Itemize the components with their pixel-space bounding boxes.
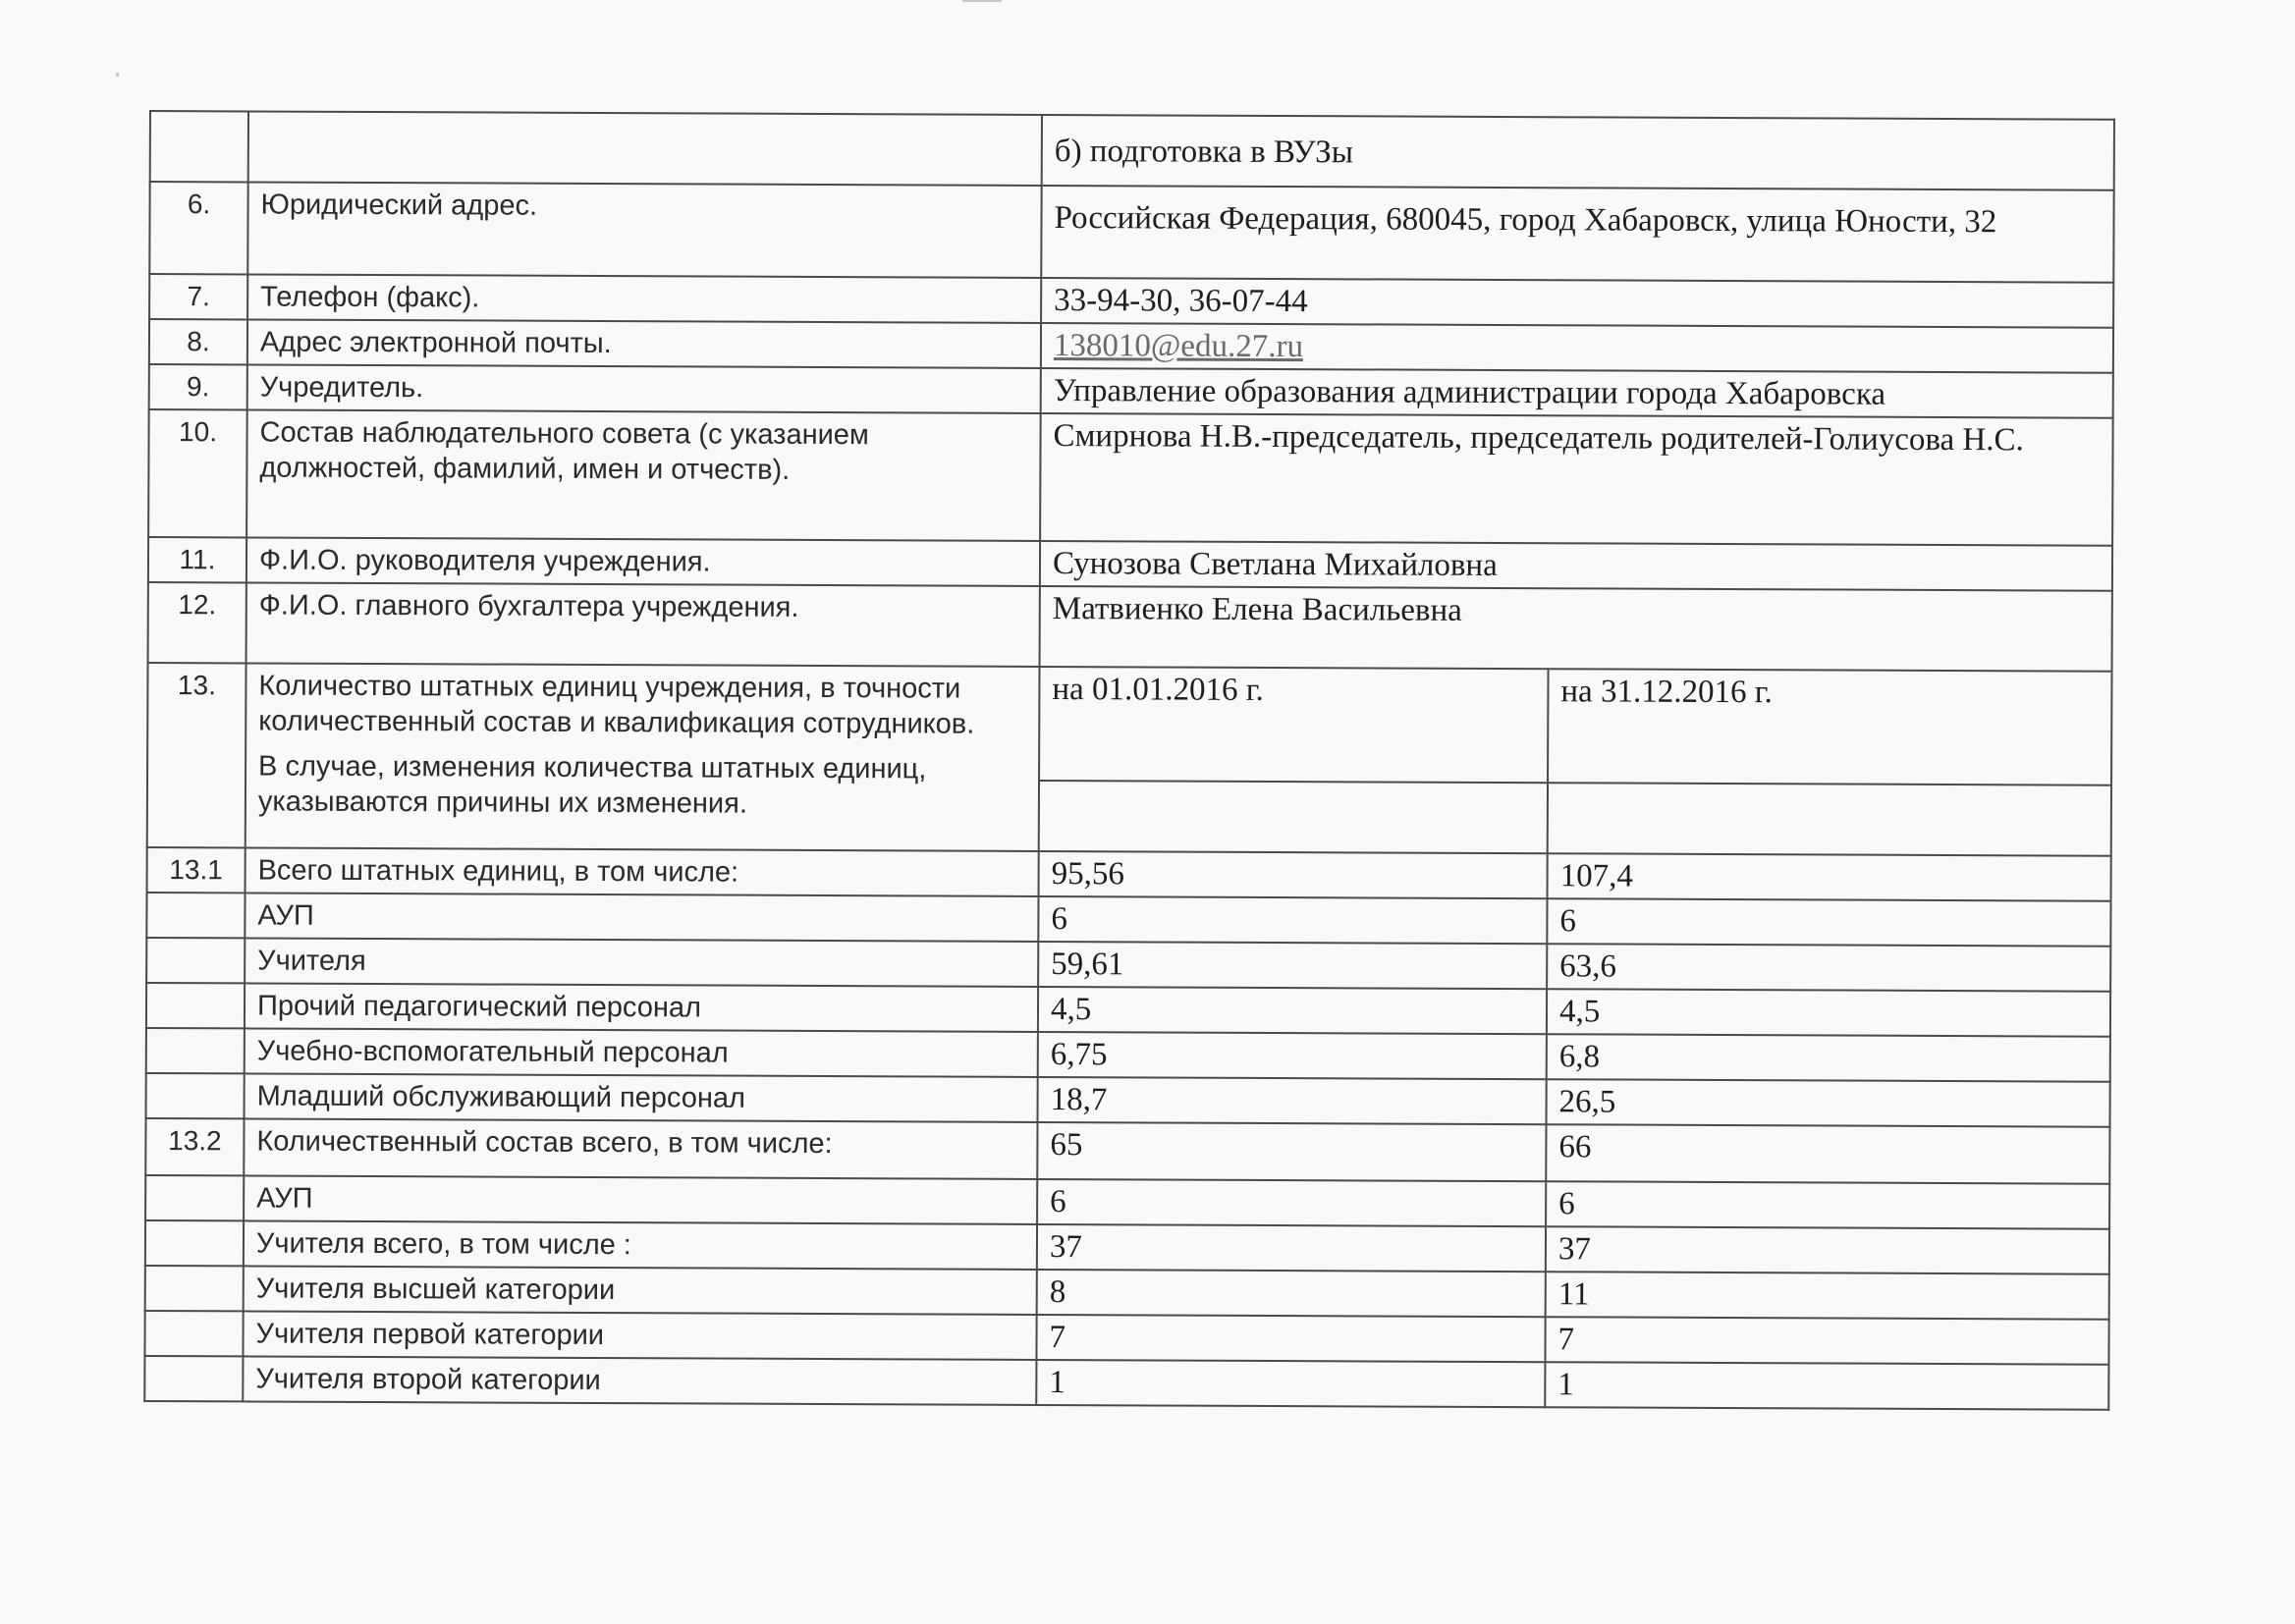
row-number	[145, 1266, 244, 1311]
value-end: 11	[1546, 1272, 2109, 1320]
value-start: 59,61	[1038, 942, 1547, 989]
row-number	[146, 983, 245, 1028]
row-label: Ф.И.О. руководителя учреждения.	[246, 537, 1040, 586]
row-label	[248, 111, 1042, 186]
row-value: Управление образования администрации города Хабаровска	[1041, 368, 2113, 418]
scan-mark	[962, 0, 1002, 2]
row-label: Учителя всего, в том числе :	[244, 1220, 1037, 1270]
email-link[interactable]: 138010@edu.27.ru	[1053, 328, 1304, 365]
table-row	[147, 663, 2112, 785]
row-number: 6.	[149, 182, 247, 274]
row-label: Телефон (факс).	[247, 274, 1041, 323]
row-number: 10.	[148, 409, 247, 537]
row-number: 13.	[147, 663, 246, 847]
row-value: Российская Федерация, 680045, город Хабаровск, улица Юности, 32	[1041, 186, 2113, 283]
row-number	[144, 1311, 243, 1356]
row-label: Состав наблюдательного совета (с указанием должностей, фамилий, имен и отчеств).	[246, 409, 1041, 541]
value-start: 95,56	[1039, 851, 1548, 898]
value-end: 66	[1546, 1124, 2109, 1184]
value-start: 4,5	[1038, 987, 1547, 1034]
row-value: Смирнова Н.В.-председатель, председатель родителей-Голиусова Н.С.	[1040, 413, 2113, 546]
row-number: 7.	[149, 274, 247, 319]
value-end: 6	[1546, 1181, 2109, 1229]
scan-dot	[116, 73, 119, 77]
row-value: Матвиенко Елена Васильевна	[1040, 586, 2112, 672]
row-label: Учебно-вспомогательный персонал	[245, 1028, 1038, 1077]
value-start: 65	[1037, 1122, 1546, 1181]
value-start: 6	[1038, 896, 1547, 944]
table-row	[150, 111, 2114, 190]
value-end: 4,5	[1547, 989, 2110, 1037]
row-number: 13.1	[147, 847, 246, 893]
row-label: Количественный состав всего, в том числе:	[244, 1118, 1037, 1179]
row-label: Учителя высшей категории	[244, 1266, 1037, 1315]
row-value: Сунозова Светлана Михайловна	[1040, 541, 2112, 591]
row-number	[145, 1220, 244, 1266]
value-end: 6	[1547, 898, 2110, 947]
value-end: 1	[1545, 1362, 2108, 1410]
row-label: Всего штатных единиц, в том числе:	[246, 847, 1039, 896]
table-row	[148, 582, 2112, 672]
value-end: 37	[1546, 1226, 2109, 1274]
row-label: Учителя первой категории	[243, 1311, 1036, 1360]
row-number	[146, 893, 245, 938]
value-end: 107,4	[1548, 853, 2111, 901]
column-header-end: на 31.12.2016 г.	[1548, 669, 2112, 785]
row-label: Младший обслуживающий персонал	[245, 1073, 1038, 1122]
row-label: Прочий педагогический персонал	[245, 983, 1038, 1032]
row-number: 9.	[149, 364, 247, 409]
row-label	[246, 663, 1040, 851]
row-number	[145, 1175, 244, 1220]
row-label: Учителя	[245, 938, 1038, 987]
value-end: 7	[1545, 1317, 2108, 1365]
table-row	[145, 1118, 2109, 1184]
row-value: б) подготовка в ВУЗы	[1042, 115, 2114, 190]
table-row	[149, 182, 2113, 283]
value-start: 6	[1037, 1179, 1546, 1226]
info-table	[143, 110, 2115, 1411]
row-label: Ф.И.О. главного бухгалтера учреждения.	[246, 582, 1040, 667]
row13-label-part1: Количество штатных единиц учреждения, в точности количественный состав и квалификация сотрудников.	[258, 670, 975, 740]
row-number	[144, 1356, 243, 1401]
row-label: Адрес электронной почты.	[247, 319, 1041, 368]
row-label: Учредитель.	[247, 364, 1041, 413]
row-label: Учителя второй категории	[243, 1356, 1036, 1405]
row-number	[146, 938, 245, 983]
row-number	[146, 1073, 245, 1118]
row-label: АУП	[244, 1175, 1037, 1224]
value-start: 18,7	[1038, 1077, 1547, 1124]
value-end: 63,6	[1547, 944, 2110, 992]
row-number	[146, 1028, 245, 1073]
empty-cell	[1039, 781, 1548, 853]
row-number: 11.	[148, 537, 246, 582]
row13-label-part2: В случае, изменения количества штатных единиц, указываются причины их изменения.	[257, 750, 927, 820]
row-number: 8.	[149, 319, 247, 364]
value-start: 8	[1037, 1270, 1546, 1317]
table-row	[148, 409, 2113, 546]
value-start: 6,75	[1038, 1032, 1547, 1079]
row-number: 12.	[148, 582, 246, 663]
table-row	[144, 1356, 2108, 1410]
row-value: 33-94-30, 36-07-44	[1041, 278, 2113, 328]
empty-cell	[1548, 783, 2111, 856]
value-start: 37	[1037, 1224, 1546, 1272]
value-start: 1	[1036, 1360, 1545, 1407]
value-start: 7	[1036, 1315, 1545, 1362]
row-number: 13.2	[145, 1118, 244, 1175]
value-end: 6,8	[1547, 1034, 2110, 1082]
row-number	[150, 111, 248, 182]
value-end: 26,5	[1547, 1079, 2110, 1127]
row-label: Юридический адрес.	[247, 182, 1041, 278]
column-header-start: на 01.01.2016 г.	[1039, 667, 1549, 783]
row-label: АУП	[245, 893, 1038, 942]
